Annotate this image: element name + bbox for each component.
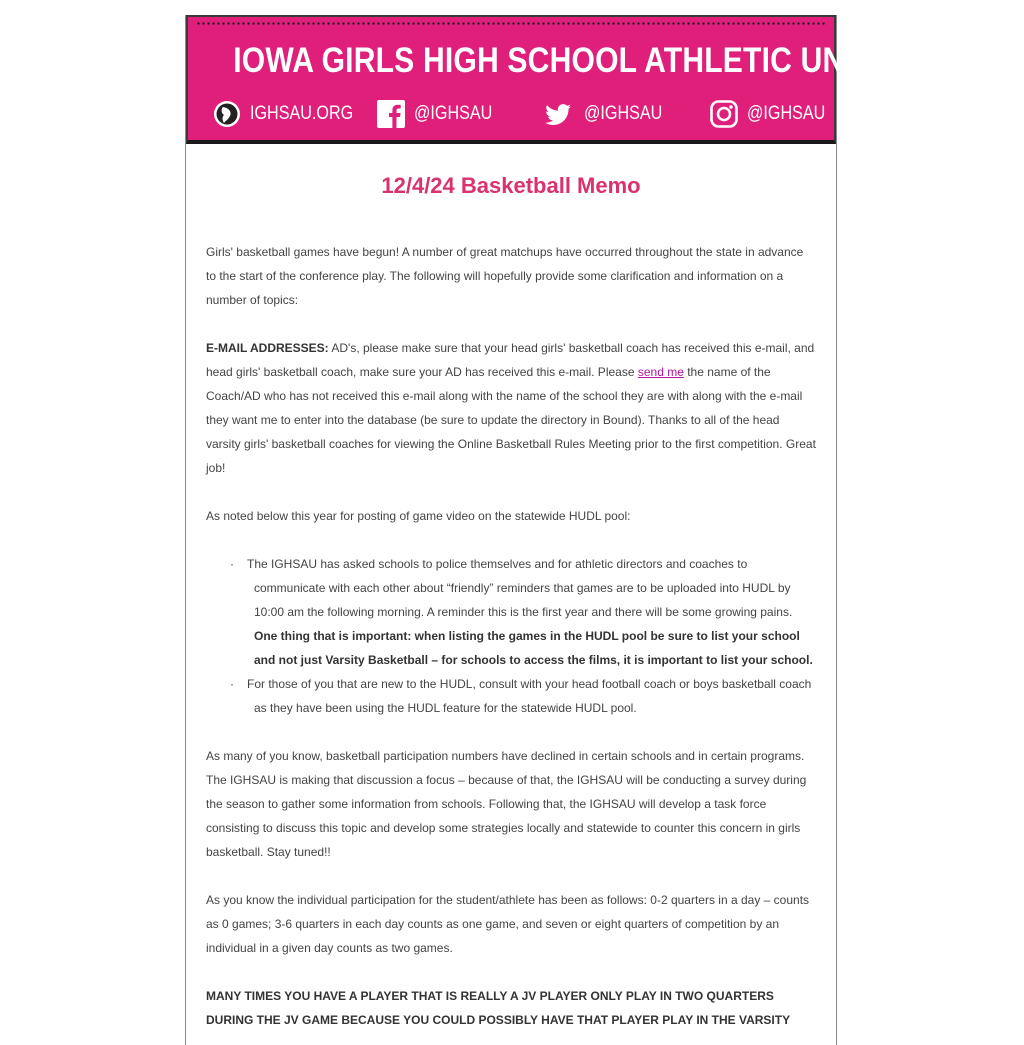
list-item <box>206 672 816 720</box>
banner-title: IOWA GIRLS HIGH SCHOOL ATHLETIC UNION <box>233 41 899 80</box>
list-item-text: For those of you that are new to the HUDL, consult with your head football coach or boys basketball coach as they have been using the HUDL feature for the statewide HUDL pool. <box>247 677 812 715</box>
email-container <box>185 15 899 1045</box>
social-facebook[interactable] <box>376 97 506 131</box>
dotted-border <box>196 22 826 25</box>
facebook-handle: @IGHSAU <box>414 103 493 124</box>
quarters-paragraph: As you know the individual participation for the student/athlete has been as follows: 0-2 quarters in a day – counts as 0 games; 3-6 quarters in each day counts as one game, and seven or eight quarters of competition by an individual in a given day counts as two games. <box>206 893 810 955</box>
hudl-list <box>206 552 816 720</box>
social-instagram[interactable] <box>709 97 839 131</box>
caps-note: MANY TIMES YOU HAVE A PLAYER THAT IS REALLY A JV PLAYER ONLY PLAY IN TWO QUARTERS DURING THE JV GAME BECAUSE YOU COULD POSSIBLY HAVE THAT PLAYER PLAY IN THE VARSITY <box>206 989 791 1027</box>
email-label: E-MAIL ADDRESSES: <box>206 341 329 355</box>
globe-icon <box>212 99 242 129</box>
email-paragraph <box>206 336 816 480</box>
memo-body <box>186 171 836 1032</box>
instagram-icon <box>709 99 739 129</box>
participation-paragraph: As many of you know, basketball participation numbers have declined in certain schools and in certain programs. The IGHSAU is making that discussion a focus – because of that, the IGHSAU will be conducting a survey during the season to gather some information from schools. Following that, the IGHSAU will develop a task force consisting to discuss this topic and develop some strategies locally and statewide to counter this concern in girls basketball. Stay tuned!! <box>206 749 807 859</box>
social-twitter[interactable] <box>540 97 676 131</box>
intro-paragraph: Girls' basketball games have begun! A number of great matchups have occurred throughout the state in advance to the start of the conference play. The following will hopefully provide some clarification and information on a number of topics: <box>206 245 804 307</box>
social-links <box>188 97 834 131</box>
memo-title: 12/4/24 Basketball Memo <box>381 173 641 198</box>
twitter-icon <box>540 99 576 129</box>
website-handle: IGHSAU.ORG <box>250 103 354 124</box>
email-text-before: AD's, please make sure that your head girls' basketball coach has received this e-mail, and head girls' basketball coach, make sure your AD has received this e-mail. Please <box>206 341 815 379</box>
list-item-bold: One thing that is important: when listing the games in the HUDL pool be sure to list your school and not just Varsity Basketball – for schools to access the films, it is important to list your school. <box>254 629 813 667</box>
hudl-intro: As noted below this year for posting of game video on the statewide HUDL pool: <box>206 509 631 523</box>
list-item <box>206 552 816 672</box>
bullet-marker: · <box>230 677 234 691</box>
social-website[interactable] <box>212 97 371 131</box>
bullet-marker: · <box>230 557 234 571</box>
facebook-icon <box>376 99 406 129</box>
list-item-text: The IGHSAU has asked schools to police themselves and for athletic directors and coaches to communicate with each other about “friendly” reminders that games are to be uploaded into HUDL by 10:00 am the following morning. A reminder this is the first year and there will be some growing pains. <box>247 557 793 619</box>
send-me-link[interactable]: send me <box>637 365 684 379</box>
twitter-handle: @IGHSAU <box>584 103 663 124</box>
instagram-handle: @IGHSAU <box>747 103 826 124</box>
email-text-after: the name of the Coach/AD who has not received this e-mail along with the name of the school they are with along with the e-mail they want me to enter into the database (be sure to update the directory in Bound). Thanks to all of the head varsity girls' basketball coaches for viewing the Online Basketball Rules Meeting prior to the first competition. Great job! <box>206 365 816 475</box>
ighsau-banner <box>186 15 899 144</box>
